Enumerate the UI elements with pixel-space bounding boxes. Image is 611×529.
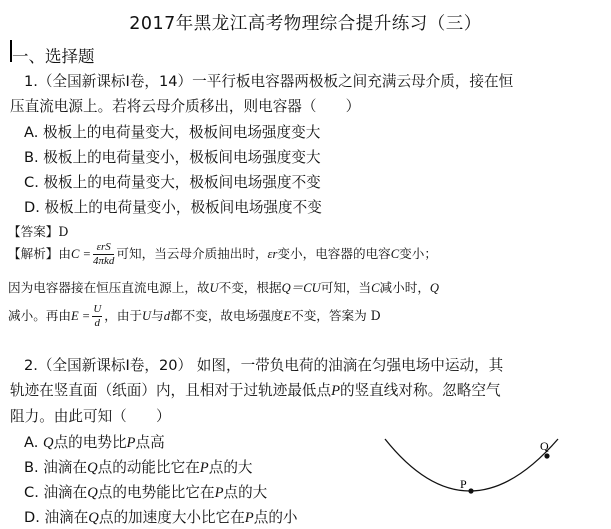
symbol-epsilon: εr [267, 247, 278, 261]
q2-stem-text: 的竖直线对称。忽略空气 [340, 382, 501, 399]
symbol-c: C [371, 281, 380, 295]
option-text: 点的动能比它在 [97, 459, 200, 476]
fraction-denominator: 4πkd [93, 255, 115, 267]
analysis-text: 与 [151, 308, 164, 323]
q1-analysis-line2 [8, 277, 439, 296]
symbol-c: C [390, 247, 400, 261]
symbol-q: Q [88, 510, 99, 526]
symbol-p: P [199, 460, 209, 476]
analysis-text: 由 [58, 246, 71, 261]
section-heading: 一、选择题 [12, 47, 95, 66]
option-text: 点的电势能比它在 [97, 484, 215, 501]
option-text: C. 油滴在 [24, 484, 88, 501]
option-text: 点的小 [253, 509, 298, 526]
q2-option-b [24, 456, 253, 477]
fraction-numerator: U [93, 303, 102, 315]
analysis-text: 变小，电容器的电容 [277, 246, 391, 261]
symbol-p: P [244, 510, 254, 526]
q1-stem-line1: 1.（全国新课标Ⅰ卷，14）一平行板电容器两极板之间充满云母介质，接在恒 [24, 73, 514, 90]
symbol-p: P [126, 435, 136, 451]
option-text: D. 油滴在 [24, 509, 89, 526]
q2-stem-line2 [10, 379, 501, 400]
symbol-q: Q [87, 460, 98, 476]
point-q-label: Q [540, 439, 549, 453]
symbol-q: Q [43, 435, 54, 451]
q2-stem-line3: 阻力。由此可知（ ） [10, 408, 171, 425]
option-text: 点的大 [208, 459, 253, 476]
answer-label: 【答案】 [8, 224, 59, 239]
point-p [468, 488, 473, 493]
q1-answer [8, 221, 68, 240]
q1-option-c: C. 极板上的电荷量变大，极板间电场强度不变 [24, 174, 321, 191]
q2-stem-line1: 2.（全国新课标Ⅰ卷，20） 如图，一带负电荷的油滴在匀强电场中运动，其 [24, 357, 504, 374]
analysis-text: 变小； [399, 246, 437, 261]
analysis-label: 【解析】 [8, 246, 59, 261]
option-text: 点的大 [223, 484, 268, 501]
option-text: B. 油滴在 [24, 459, 88, 476]
option-text: 点的加速度大小比它在 [98, 509, 245, 526]
analysis-text: 因为电容器接在恒压直流电源上，故 [8, 280, 210, 295]
analysis-text: 可知，当 [320, 280, 372, 295]
symbol-u: U [209, 281, 219, 295]
analysis-text: 减小。再由 [8, 308, 71, 323]
q1-analysis-line3 [8, 304, 381, 329]
field-fraction [92, 304, 102, 329]
analysis-text: 不变，根据 [218, 280, 282, 295]
point-q [544, 453, 549, 458]
symbol-d: d [163, 309, 171, 323]
q2-option-a [24, 431, 165, 452]
q1-option-b: B. 极板上的电荷量变小，极板间电场强度变大 [24, 149, 321, 166]
symbol-q: Q [87, 485, 98, 501]
symbol-p: P [331, 383, 340, 399]
fraction-numerator: εrS [93, 242, 114, 255]
capacitance-fraction [93, 242, 114, 267]
formula-qcu: Q＝CU [281, 281, 321, 295]
analysis-text: 都不变，故电场强度 [170, 308, 284, 323]
option-text: 点的电势比 [53, 434, 127, 451]
symbol-u: U [142, 309, 152, 323]
q2-option-c [24, 481, 267, 502]
analysis-text: 不变，答案为 D [291, 308, 381, 323]
document-title: 2017年黑龙江高考物理综合提升练习（三） [129, 14, 482, 34]
formula-e: E = [70, 309, 91, 323]
option-text: A. [24, 434, 44, 451]
answer-value: D [58, 224, 69, 239]
fraction-denominator: d [94, 317, 101, 329]
symbol-e: E [283, 309, 292, 323]
q1-analysis-line1 [8, 242, 437, 267]
q1-option-a: A. 极板上的电荷量变大，极板间电场强度变大 [24, 124, 321, 141]
symbol-q: Q [429, 281, 440, 295]
formula-c: C = [70, 247, 92, 261]
analysis-text: 减小时， [379, 280, 430, 295]
q1-option-d: D. 极板上的电荷量变小，极板间电场强度不变 [24, 199, 322, 216]
trajectory-curve [385, 439, 558, 491]
trajectory-figure [380, 433, 570, 509]
point-p-label: P [460, 477, 467, 491]
analysis-text: 可知，当云母介质抽出时， [116, 246, 268, 261]
q2-option-d [24, 506, 298, 527]
symbol-p: P [214, 485, 224, 501]
option-text: 点高 [135, 434, 165, 451]
analysis-text: ，由于 [104, 308, 143, 323]
q2-stem-text: 轨迹在竖直面（纸面）内，且相对于过轨迹最低点 [10, 382, 332, 399]
q1-stem-line2: 压直流电源上。若将云母介质移出，则电容器（ ） [10, 98, 361, 115]
